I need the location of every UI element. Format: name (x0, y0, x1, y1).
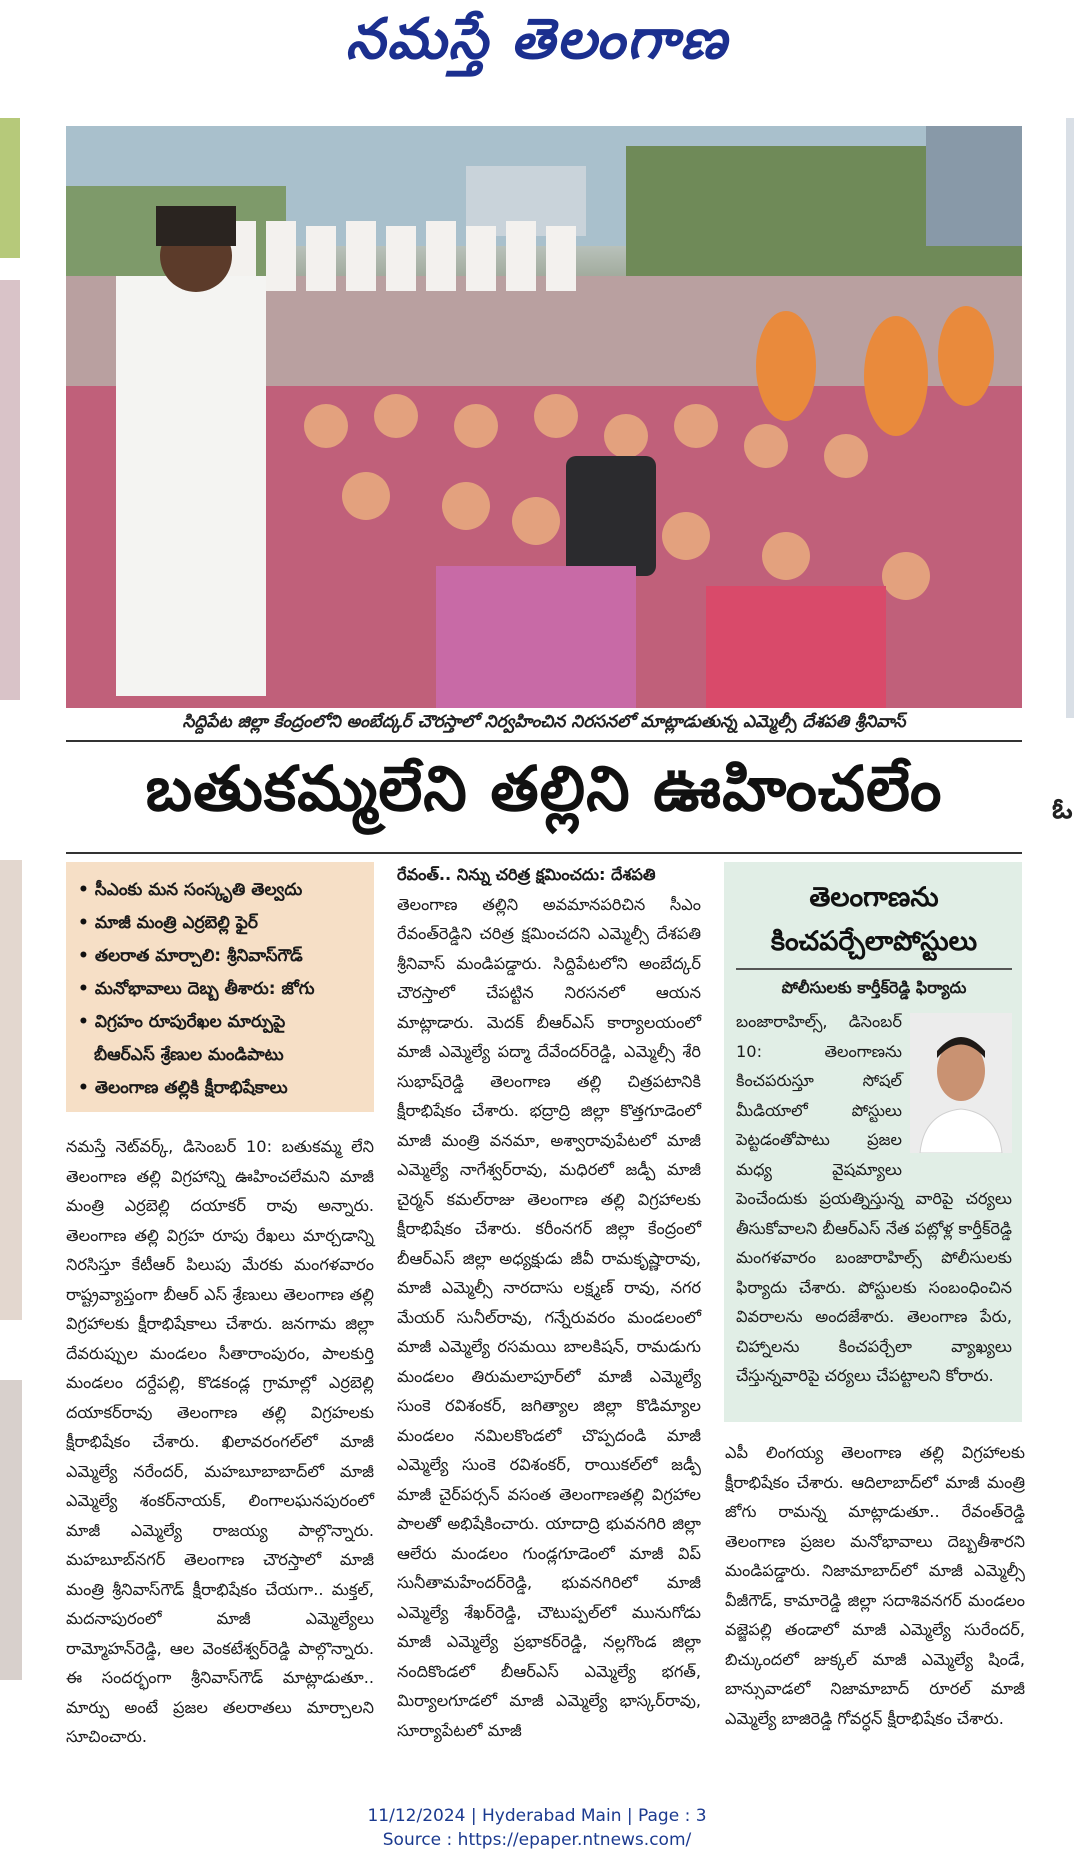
highlight-item: బీఆర్‌ఎస్ శ్రేణుల మండిపాటు (94, 1045, 284, 1065)
portrait-photo (910, 1013, 1012, 1153)
source-link[interactable]: Source : https://epaper.ntnews.com/ (382, 1830, 692, 1850)
page-footer (0, 1804, 1074, 1852)
highlight-item: • మాజీ మంత్రి ఎర్రబెల్లి ఫైర్ (78, 913, 258, 933)
edition-info: 11/12/2024 | Hyderabad Main | Page : 3 (367, 1806, 707, 1826)
article-column-2 (397, 860, 701, 1745)
left-page-strip (0, 1380, 22, 1680)
right-page-strip (1066, 118, 1074, 718)
article-paragraph: ఎపీ లింగయ్య తెలంగాణ తల్లి విగ్రహాలకు క్షీరాభిషేకం చేశారు. ఆదిలాబాద్‌లో మాజీ మంత్రి జోగు రామన్న మాట్లాడుతూ.. రేవంత్‌రెడ్డి తెలంగాణ ప్రజల మనోభావాలు దెబ్బతీశారని మండిపడ్డారు. నిజామాబాద్‌లో మాజీ ఎమ్మెల్సీ వీజీగౌడ్, కామారెడ్డి జిల్లా సదాశివనగర్ మండలం వజ్జెపల్లి తండాలో మాజీ ఎమ్మెల్యే సురేందర్, బిచ్కుందలో జుక్కల్ మాజీ ఎమ్మెల్యే షిండే, బాన్సువాడలో నిజామాబాద్ రూరల్ మాజీ ఎమ్మెల్యే బాజిరెడ్డి గోవర్ధన్ క్షీరాభిషేకం చేశారు. (725, 1443, 1025, 1728)
photo-caption: సిద్దిపేట జిల్లా కేంద్రంలోని అంబేద్కర్ చౌరస్తాలో నిర్వహించిన నిరసనలో మాట్లాడుతున్న ఎమ్మెల్సీ దేశపతి శ్రీనివాస్ (182, 712, 906, 732)
left-page-strip (0, 118, 20, 258)
highlight-item: • విగ్రహం రూపురేఖల మార్పుపై (78, 1012, 286, 1032)
side-story-box (724, 862, 1022, 1422)
article-paragraph: తెలంగాణ తల్లిని అవమానపరిచిన సీఎం రేవంత్‌రెడ్డిని చరిత్ర క్షమించదని ఎమ్మెల్సీ దేశపతి శ్రీనివాస్ మండిపడ్డారు. సిద్దిపేటలోని అంబేద్కర్ చౌరస్తాలో చేపట్టిన నిరసనలో ఆయన మాట్లాడారు. మెదక్ బీఆర్‌ఎస్ కార్యాలయంలో మాజీ ఎమ్మెల్యే పద్మా దేవేందర్‌రెడ్డి, ఎమ్మెల్సీ శేరి సుభాష్‌రెడ్డి తెలంగాణ తల్లి చిత్రపటానికి క్షీరాభిషేకం చేశారు. భద్రాద్రి జిల్లా కొత్తగూడెంలో మాజీ మంత్రి వనమా, అశ్వారావుపేటలో మాజీ ఎమ్మెల్యే నాగేశ్వర్‌రావు, మధిరలో జడ్పీ మాజీ చైర్మన్ కమల్‌రాజు తెలంగాణ తల్లి విగ్రహాలకు క్షీరాభిషేకం చేశారు. కరీంనగర్ జిల్లా కేంద్రంలో బీఆర్‌ఎస్ జిల్లా అధ్యక్షుడు జీవీ రామకృష్ణారావు, మాజీ ఎమ్మెల్సీ నారదాసు లక్ష్మణ్ రావు, నగర మేయర్ సునీల్‌రావు, గన్నేరువరం మండలంలో మాజీ ఎమ్మెల్యే రసమయి బాలకిషన్, రామడుగు మండలం తిరుమలాపూర్‌లో మాజీ ఎమ్మెల్యే సుంకె రవిశంకర్, జగిత్యాల జిల్లా కొడిమ్యాల మండలం నమిలకొండలో చొప్పదండి మాజీ ఎమ్మెల్యే సుంకె రవిశంకర్, రాయికల్‌లో జడ్పీ మాజీ చైర్‌పర్సన్ వసంత తెలంగాణతల్లి విగ్రహాల పాలతో అభిషేకించారు. యాదాద్రి భువనగిరి జిల్లా ఆలేరు మండలం గుండ్లగూడెంలో మాజీ విప్ సునీతామహేందర్‌రెడ్డి, భువనగిరిలో మాజీ ఎమ్మెల్యే శేఖర్‌రెడ్డి, చౌటుప్పల్‌లో మునుగోడు మాజీ ఎమ్మెల్యే ప్రభాకర్‌రెడ్డి, నల్లగొండ జిల్లా నందికొండలో బీఆర్‌ఎస్ ఎమ్మెల్యే భగత్, మిర్యాలగూడలో మాజీ ఎమ్మెల్యే భాస్కర్‌రావు, సూర్యాపేటలో మాజీ (397, 894, 701, 1740)
highlight-item: • సీఎంకు మన సంస్కృతి తెల్వదు (78, 880, 303, 900)
highlight-item: • తలరాత మార్చాలి: శ్రీనివాస్‌గౌడ్ (78, 946, 303, 966)
left-page-strip (0, 280, 20, 700)
side-story-text: బంజారాహిల్స్, డిసెంబర్ 10: తెలంగాణను కించపరుస్తూ సోషల్ మీడియాలో పోస్టులు పెట్టడంతోపాటు ప్రజల మధ్య వైషమ్యాలు పెంచేందుకు ప్రయత్నిస్తున్న వారిపై చర్యలు తీసుకోవాలని బీఆర్‌ఎస్ నేత పట్లోళ్ల కార్తీక్‌రెడ్డి మంగళవారం బంజారాహిల్స్ పోలీసులకు ఫిర్యాదు చేశారు. పోస్టులకు సంబంధించిన వివరాలను అందజేశారు. తెలంగాణ పేరు, చిహ్నాలను కించపర్చేలా వ్యాఖ్యలు చేస్తున్నవారిపై చర్యలు చేపట్టాలని కోరారు. (736, 1012, 1012, 1385)
side-story-subtitle: పోలీసులకు కార్తీక్‌రెడ్డి ఫిర్యాదు (781, 978, 967, 997)
divider (736, 968, 1012, 970)
right-page-fragment: ఓ (1052, 792, 1073, 825)
article-column-1 (66, 1132, 374, 1752)
left-page-strip (0, 860, 22, 1320)
person-portrait (910, 1013, 1012, 1153)
masthead: నమస్తే తెలంగాణ (345, 6, 729, 72)
highlights-box (66, 862, 374, 1112)
divider (66, 740, 1022, 742)
article-paragraph: నమస్తే నెట్‌వర్క్, డిసెంబర్ 10: బతుకమ్మ లేని తెలంగాణ తల్లి విగ్రహాన్ని ఊహించలేమని మాజీ మంత్రి ఎర్రబెల్లి దయాకర్ రావు అన్నారు. తెలంగాణ తల్లి విగ్రహ రూపు రేఖలు మార్చడాన్ని నిరసిస్తూ కేటీఆర్ పిలుపు మేరకు మంగళవారం రాష్ట్రవ్యాప్తంగా బీఆర్ ఎస్ శ్రేణులు తెలంగాణ తల్లి విగ్రహాలకు క్షీరాభిషేకాలు చేశారు. జనగామ జిల్లా దేవరుప్పుల మండలం సీతారాంపురం, పాలకుర్తి మండలం దర్దేపల్లి, కొడకండ్ల గ్రామాల్లో ఎర్రబెల్లి దయాకర్‌రావు తెలంగాణ తల్లి విగ్రహలకు క్షీరాభిషేకం చేశారు. ఖిలావరంగల్‌లో మాజీ ఎమ్మెల్యే నరేందర్, మహబూబాబాద్‌లో మాజీ ఎమ్మెల్యే శంకర్‌నాయక్, లింగాలఘనపురంలో మాజీ ఎమ్మెల్యే రాజయ్య పాల్గొన్నారు. మహబూబ్‌నగర్ తెలంగాణ చౌరస్తాలో మాజీ మంత్రి శ్రీనివాస్‌గౌడ్ క్షీరాభిషేకం చేయగా.. మక్తల్, మదనాపురంలో మాజీ ఎమ్మెల్యేలు రామ్మోహన్‌రెడ్డి, ఆల వెంకటేశ్వర్‌రెడ్డి పాల్గొన్నారు. ఈ సందర్భంగా శ్రీనివాస్‌గౌడ్ మాట్లాడుతూ.. మార్పు అంటే ప్రజల తలరాతలు మార్చాలని సూచించారు. (66, 1137, 374, 1746)
divider (66, 852, 1022, 854)
highlight-item: • మనోభావాలు దెబ్బ తీశారు: జోగు (78, 979, 315, 999)
protest-photo-illustration (66, 126, 1022, 708)
article-column-3 (725, 1438, 1025, 1733)
side-story-title: తెలంగాణను కించపర్చేలాపోస్టులు (770, 882, 978, 957)
headline: బతుకమ్మలేని తల్లిని ఊహించలేం (145, 752, 943, 825)
subheading: రేవంత్.. నిన్ను చరిత్ర క్షమించదు: దేశపతి (397, 865, 656, 884)
highlight-item: • తెలంగాణ తల్లికి క్షీరాభిషేకాలు (78, 1078, 288, 1098)
news-photo (66, 126, 1022, 708)
